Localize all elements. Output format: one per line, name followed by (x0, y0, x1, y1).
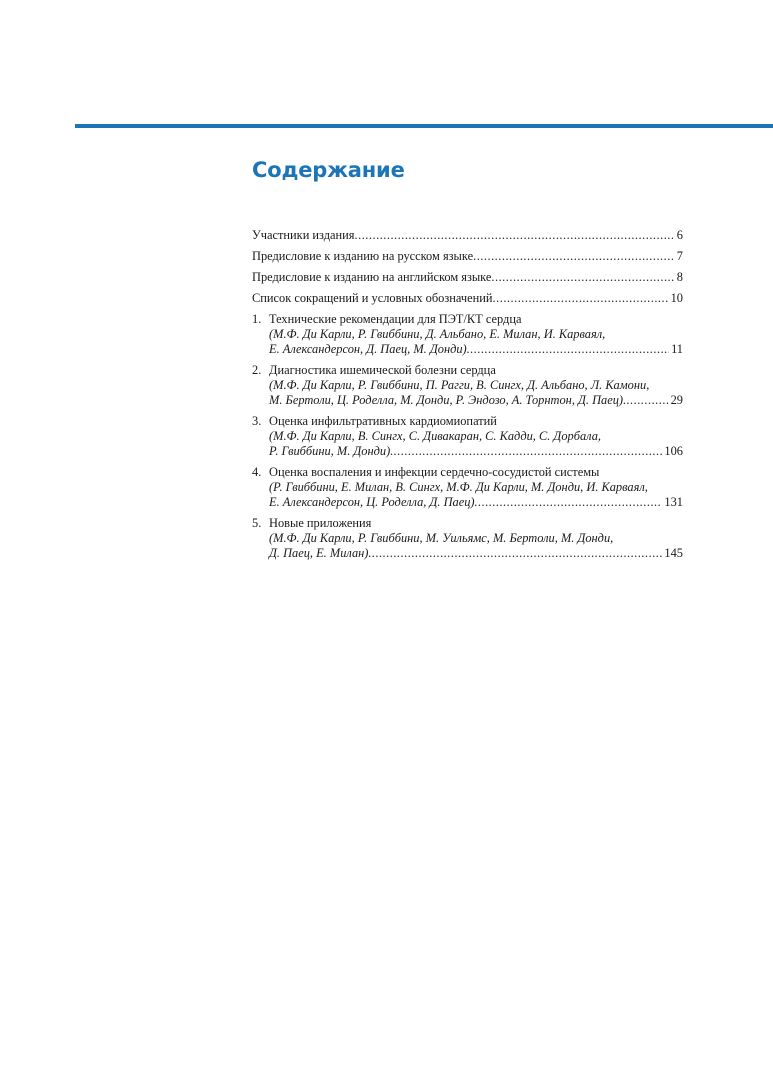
toc-chapter-3[interactable] (252, 414, 683, 459)
chapter-authors: М. Бертоли, Ц. Роделла, М. Донди, Р. Эндозо, А. Торнтон, Д. Паец) (269, 393, 624, 407)
chapter-number: 3. (252, 414, 262, 428)
chapter-number: 5. (252, 516, 262, 530)
chapter-authors: (М.Ф. Ди Карли, Р. Гвиббини, П. Рагги, В. Сингх, Д. Альбано, Л. Камони, (269, 378, 650, 392)
leader-dots (623, 393, 669, 408)
page-title: Содержание (252, 158, 405, 182)
toc-entry-preface-english[interactable] (252, 270, 683, 285)
header-rule (75, 124, 773, 128)
toc-entry-preface-russian[interactable] (252, 249, 683, 264)
chapter-page: 145 (664, 546, 683, 560)
chapter-number: 1. (252, 312, 262, 326)
leader-dots (493, 291, 669, 306)
toc-chapter-4[interactable] (252, 465, 683, 510)
leader-dots (475, 495, 663, 510)
toc-entry-label: Предисловие к изданию на английском языке (252, 270, 492, 284)
leader-dots (491, 270, 674, 285)
toc-entry-page: 10 (670, 291, 683, 305)
chapter-authors: Д. Паец, Е. Милан) (269, 546, 369, 560)
toc-entry-abbreviations[interactable] (252, 291, 683, 306)
chapter-title: Технические рекомендации для ПЭТ/КТ сердца (269, 312, 522, 326)
chapter-title: Диагностика ишемической болезни сердца (269, 363, 496, 377)
leader-dots (473, 249, 675, 264)
chapter-title: Новые приложения (269, 516, 372, 530)
toc-chapter-1[interactable] (252, 312, 683, 357)
toc-entry-page: 6 (676, 228, 683, 242)
toc-entry-page: 8 (676, 270, 683, 284)
leader-dots (467, 342, 669, 357)
chapter-authors: (М.Ф. Ди Карли, Р. Гвиббини, Д. Альбано, Е. Милан, И. Карваял, (269, 327, 606, 341)
toc-chapter-5[interactable] (252, 516, 683, 561)
chapter-authors: (М.Ф. Ди Карли, В. Сингх, С. Дивакаран, С. Кадди, С. Дорбала, (269, 429, 601, 443)
toc-entry-label: Участники издания (252, 228, 355, 242)
chapter-authors: Е. Александерсон, Ц. Роделла, Д. Паец) (269, 495, 475, 509)
chapter-authors: Р. Гвиббини, М. Донди) (269, 444, 391, 458)
toc-entry-label: Предисловие к изданию на русском языке (252, 249, 474, 263)
chapter-title: Оценка инфильтративных кардиомиопатий (269, 414, 497, 428)
toc-entry-contributors[interactable] (252, 228, 683, 243)
leader-dots (390, 444, 662, 459)
chapter-authors: (М.Ф. Ди Карли, Р. Гвиббини, М. Уильямс, М. Бертоли, М. Донди, (269, 531, 614, 545)
leader-dots (355, 228, 675, 243)
chapter-page: 11 (671, 342, 683, 356)
chapter-page: 29 (670, 393, 683, 407)
chapter-page: 131 (664, 495, 683, 509)
leader-dots (368, 546, 662, 561)
chapter-title: Оценка воспаления и инфекции сердечно-сосудистой системы (269, 465, 600, 479)
chapter-authors: Е. Александерсон, Д. Паец, М. Донди) (269, 342, 467, 356)
chapter-page: 106 (664, 444, 683, 458)
table-of-contents (252, 228, 683, 567)
chapter-number: 4. (252, 465, 262, 479)
toc-chapter-2[interactable] (252, 363, 683, 408)
chapter-authors: (Р. Гвиббини, Е. Милан, В. Сингх, М.Ф. Ди Карли, М. Донди, И. Карваял, (269, 480, 648, 494)
chapter-number: 2. (252, 363, 262, 377)
toc-entry-label: Список сокращений и условных обозначений (252, 291, 493, 305)
toc-entry-page: 7 (676, 249, 683, 263)
